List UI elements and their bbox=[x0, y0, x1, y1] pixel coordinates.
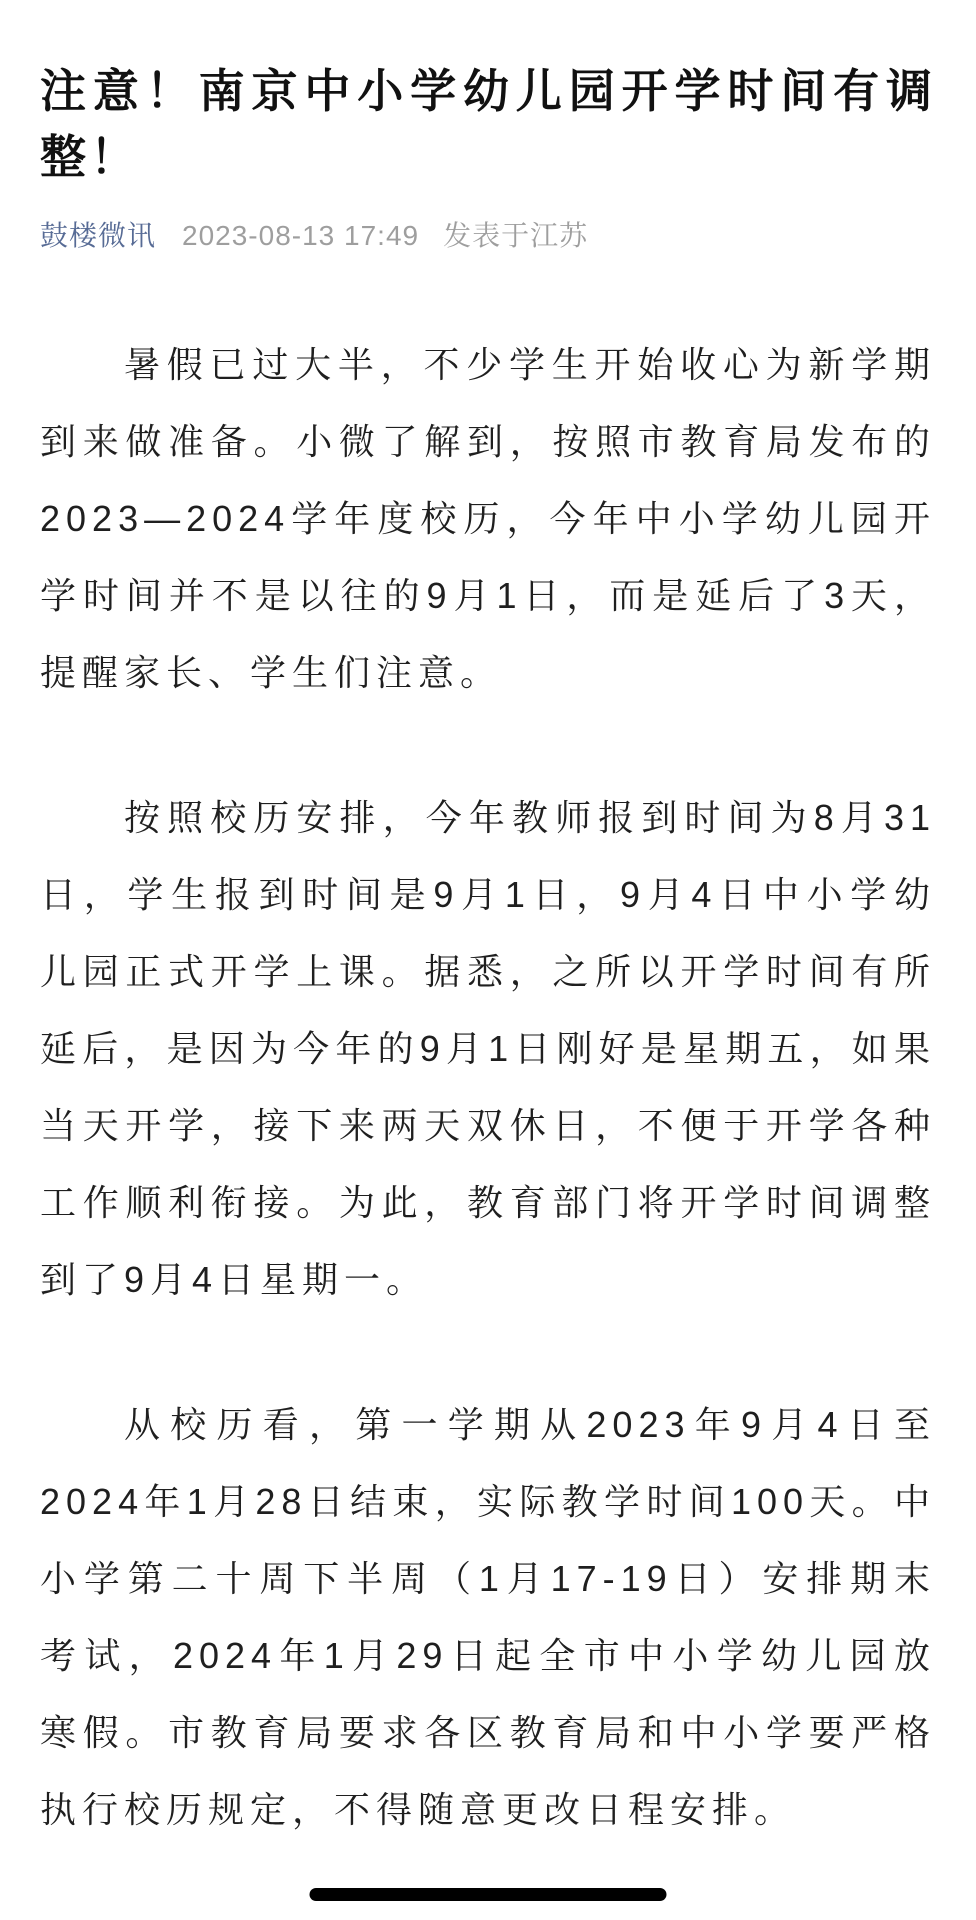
publish-timestamp: 2023-08-13 17:49 bbox=[182, 220, 420, 251]
publish-location: 发表于江苏 bbox=[443, 220, 589, 251]
article-title: 注意！南京中小学幼儿园开学时间有调整！ bbox=[40, 65, 936, 183]
article-body bbox=[40, 326, 936, 1848]
paragraph: 暑假已过大半，不少学生开始收心为新学期到来做准备。小微了解到，按照市教育局发布的2023—2024学年度校历，今年中小学幼儿园开学时间并不是以往的9月1日，而是延后了3天，提醒家长、学生们注意。 bbox=[40, 344, 936, 693]
paragraph: 按照校历安排，今年教师报到时间为8月31日，学生报到时间是9月1日，9月4日中小学幼儿园正式开学上课。据悉，之所以开学时间有所延后，是因为今年的9月1日刚好是星期五，如果当天开学，接下来两天双休日，不便于开学各种工作顺利衔接。为此，教育部门将开学时间调整到了9月4日星期一。 bbox=[40, 797, 936, 1300]
home-indicator-bar[interactable] bbox=[310, 1888, 667, 1901]
account-name-link[interactable]: 鼓楼微讯 bbox=[40, 220, 157, 251]
article-meta bbox=[40, 216, 936, 256]
paragraph: 从校历看，第一学期从2023年9月4日至2024年1月28日结束，实际教学时间100天。中小学第二十周下半周（1月17-19日）安排期末考试，2024年1月29日起全市中小学幼儿园放寒假。市教育局要求各区教育局和中小学要严格执行校历规定，不得随意更改日程安排。 bbox=[40, 1404, 936, 1830]
